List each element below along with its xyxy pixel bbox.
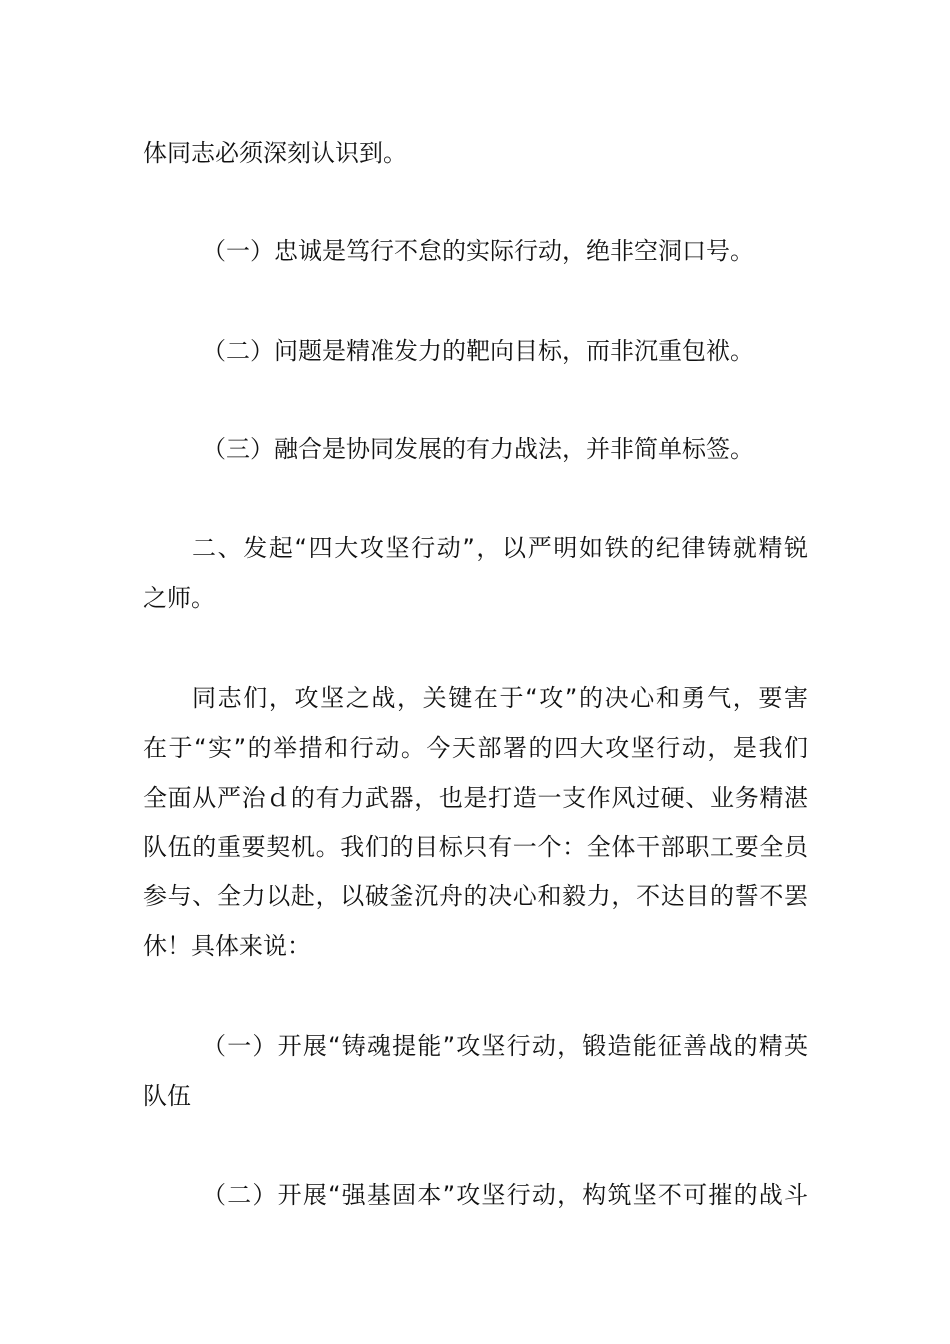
paragraph-line: 休！具体来说：: [143, 932, 311, 960]
paragraph-line: 队伍的重要契机。我们的目标只有一个：全体干部职工要全员: [143, 833, 808, 861]
chapter-heading-line: 二、发起“四大攻坚行动”，以严明如铁的纪律铸就精锐: [192, 534, 808, 562]
section-heading-1: （一）忠诚是笃行不怠的实际行动，绝非空洞口号。: [202, 237, 754, 265]
paragraph-line: 在于“实”的举措和行动。今天部署的四大攻坚行动，是我们: [143, 734, 808, 762]
section-heading-2: （二）问题是精准发力的靶向目标，而非沉重包袱。: [202, 337, 754, 365]
section-heading-3: （三）融合是协同发展的有力战法，并非简单标签。: [202, 435, 754, 463]
paragraph-line: 同志们，攻坚之战，关键在于“攻”的决心和勇气，要害: [192, 684, 808, 712]
subsection-heading-line: （二）开展“强基固本”攻坚行动，构筑坚不可摧的战斗: [202, 1181, 808, 1209]
subsection-heading-line: 队伍: [143, 1082, 191, 1110]
paragraph-line: 体同志必须深刻认识到。: [143, 139, 407, 167]
paragraph-line: 全面从严治ｄ的有力武器，也是打造一支作风过硬、业务精湛: [143, 784, 808, 812]
paragraph-line: 参与、全力以赴，以破釜沉舟的决心和毅力，不达目的誓不罢: [143, 882, 808, 910]
subsection-heading-line: （一）开展“铸魂提能”攻坚行动，锻造能征善战的精英: [202, 1032, 808, 1060]
chapter-heading-line: 之师。: [143, 584, 215, 612]
